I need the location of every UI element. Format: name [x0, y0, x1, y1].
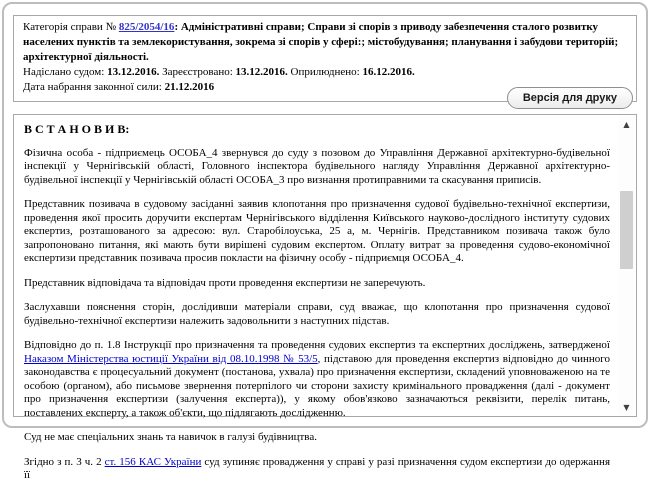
category-block	[23, 21, 618, 63]
paragraph	[24, 301, 610, 328]
published-date: 16.12.2016.	[362, 66, 415, 78]
decision-text-box	[13, 114, 637, 481]
paragraph-text: Заслухавши пояснення сторін, дослідивши матеріали справи, суд вважає, що клопотання про призначення судової будівельно-технічної експертизи належить задовольнити з наступних підстав.	[24, 301, 610, 327]
paragraph-text: Представник відповідача та відповідач проти проведення експертизи не заперечують.	[24, 276, 426, 289]
paragraph-text: Відповідно до п. 1.8 Інструкції про призначення та проведення судових експертиз та експертних досліджень, затвердженої	[24, 339, 610, 351]
paragraph	[24, 198, 610, 266]
paragraph-text: Суд не має спеціальних знань та навичок в галузі будівництва.	[24, 431, 317, 443]
toolbar	[507, 87, 633, 109]
decision-text	[14, 115, 618, 481]
paragraph	[24, 431, 610, 445]
scrollbar-thumb[interactable]	[620, 191, 633, 269]
category-colon: :	[174, 21, 181, 33]
scroll-down-icon[interactable]: ▼	[618, 399, 635, 415]
case-number-link[interactable]: 825/2054/16	[118, 21, 175, 33]
legal-force-label: Дата набрання законної сили:	[23, 81, 165, 93]
decision-heading: В С Т А Н О В И В:	[24, 122, 130, 136]
category-label: Категорія справи №	[23, 21, 119, 33]
kas-article-link[interactable]: ст. 156 КАС України	[104, 455, 202, 468]
paragraph-text: суд зупиняє провадження у справі у разі призначення судом експертизи до одержання її	[24, 455, 610, 481]
paragraph-text: Представник позивача в судовому засіданні заявив клопотання про призначення судової будівельно-технічної експертизи, проведення якої просить доручити експертам Чернігівського відділення Київського науково-дослідного інституту судових експертиз, розташованого за адресою: вул. Старобілоуська, 25 а, м. Чернігів. Представником позивача також було запропоновано питання, які мають бути вирішені судовим експертом. Оплату витрат за проведення судово-економічної експертизи представник позивача просив покласти на фізичну особу - підприємця ОСОБА_4.	[24, 198, 610, 264]
paragraph	[24, 456, 610, 483]
paragraph-text: Фізична особа - підприємець ОСОБА_4 звернувся до суду з позовом до Управління Державної архітектурно-будівельної інспекції у Чернігівській області, Головного інспектора будівельного нагляду Управління Державної архітектурно-будівельної інспекції у Чернігівській області ОСОБА_3 про визнання протиправними та скасування приписів.	[24, 146, 610, 186]
paragraph-text: Згідно з п. 3 ч. 2	[24, 455, 105, 468]
paragraph	[24, 277, 610, 291]
registered-date: 13.12.2016.	[235, 66, 291, 78]
sent-label: Надіслано судом:	[23, 66, 108, 78]
ministry-order-link[interactable]: Наказом Міністерства юстиції України від 08.10.1998 № 53/5	[24, 352, 318, 365]
dates-line	[23, 65, 627, 80]
paragraph	[24, 147, 610, 188]
sent-date: 13.12.2016.	[107, 66, 163, 78]
legal-force-date: 21.12.2016	[164, 81, 215, 93]
vertical-scrollbar[interactable]	[618, 116, 635, 415]
scroll-up-icon[interactable]: ▲	[618, 116, 635, 132]
paragraph-text: , підставою для проведення експертиз відповідно до чинного законодавства є процесуальний документ (постанова, ухвала) про призначення експертизи, складений уповноваженою на те особою (органом), або письмове звернення потерпілого чи сторони захисту кримінального провадження (далі - документ про призначення експертизи (залучення експерта)), у якому обов'язково зазначаються реквізити, перелік питань, поставлених експерту, а також об'єкти, що підлягають дослідженню.	[24, 352, 610, 419]
print-version-button[interactable]: Версія для друку	[507, 87, 633, 109]
paragraph	[24, 339, 610, 420]
page-card	[2, 2, 648, 481]
registered-label: Зареєстровано:	[162, 66, 236, 78]
published-label: Оприлюднено:	[290, 66, 363, 78]
category-value: Адміністративні справи; Справи зі спорів з приводу забезпечення сталого розвитку населених пунктів та землекористування, зокрема зі спорів у сфері:; містобудування; планування і забудови територій; архітектурної діяльності.	[23, 21, 619, 63]
